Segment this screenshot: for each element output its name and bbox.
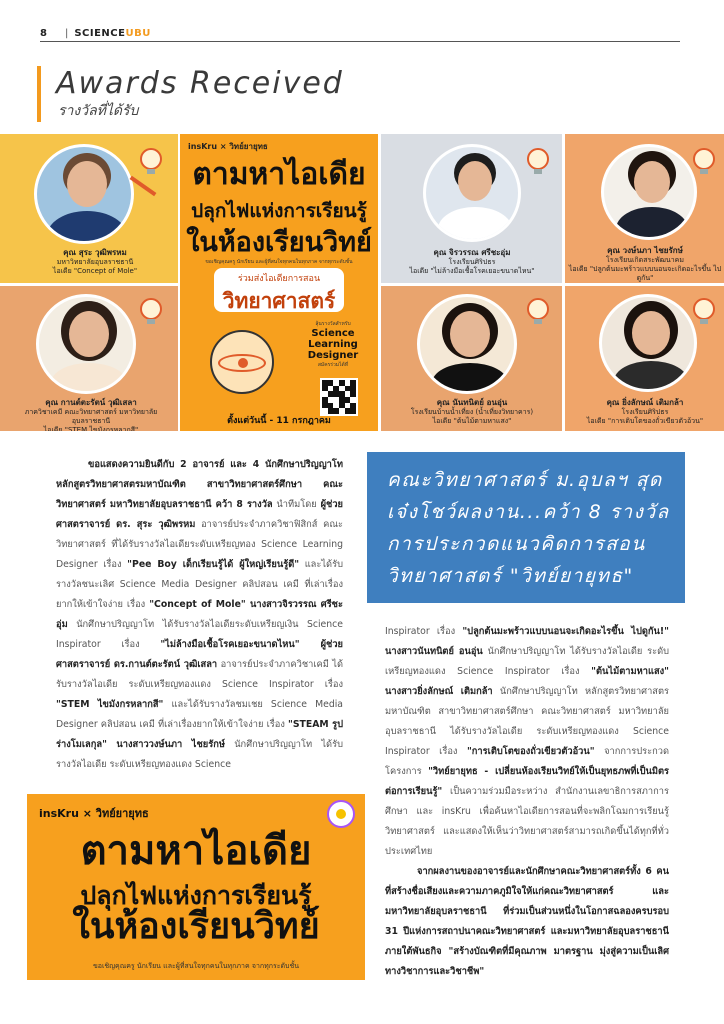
text-run: ผู้ช่วยศาสตราจารย์ ดร. สุระ วุฒิพรหม (56, 499, 343, 530)
person-affiliation: โรงเรียนเกิดสระพัฒนาคม (606, 256, 684, 264)
photo-tile-4 (0, 286, 178, 431)
photo-caption (385, 398, 559, 426)
campaign-banner (27, 794, 365, 980)
magazine-prefix: SCIENCE (74, 28, 126, 39)
photo-tile-5 (381, 286, 562, 431)
person-affiliation: มหาวิทยาลัยอุบลราชธานี (56, 258, 134, 266)
banner-brand: insKru × วิทย์ยายุทธ (39, 807, 149, 820)
page-header (40, 26, 680, 42)
person-idea: ไอเดีย "ปลูกต้นมะพร้าวแบบนอนจะเกิดอะไรขึ้น ไปดูกัน" (568, 265, 722, 282)
person-name: คุณ วงษ์นภา ไชยรักษ์ (607, 246, 683, 255)
person-idea: ไอเดีย "ไม่ล้างมือเชื้อโรคเยอะขนาดไหน" (409, 267, 535, 275)
person-name: คุณ ยิ่งลักษณ์ เติมกล้า (606, 398, 684, 407)
lightbulb-icon (527, 148, 549, 170)
text-run: Inspirator เรื่อง (385, 626, 463, 637)
header-separator: | (64, 28, 69, 39)
award-prefix: ลุ้นรางวัลสำหรับ (315, 321, 351, 327)
photo-caption (8, 398, 174, 431)
portrait-photo (601, 144, 697, 240)
text-run: "ปลูกต้นมะพร้าวแบบนอนจะเกิดอะไรขึ้น ไปดูกัน!" นางสาวนันทนิตย์ อนอุ่น (385, 626, 669, 657)
poster-award-label (292, 320, 374, 369)
section-subtitle: รางวัลที่ได้รับ (58, 103, 139, 119)
portrait-photo (599, 294, 697, 392)
lightbulb-icon (693, 298, 715, 320)
photo-tile-1 (0, 134, 178, 283)
person-idea: ไอเดีย "Concept of Mole" (52, 267, 138, 275)
lightbulb-icon (140, 148, 162, 170)
text-run: ขอแสดงความยินดีกับ 2 อาจารย์ และ 4 นักศึกษาปริญญาโท หลักสูตรวิทยาศาสตรมหาบัณฑิต สาขาวิทยาศาสตร์ศึกษา คณะวิทยาศาสตร์ มหาวิทยาลัยอุบลราชธานี คว้า 8 รางวัล (56, 459, 343, 510)
text-run: "STEAM รูปร่างโมเลกุล" นางสาววงษ์นภา ไชยรักษ์ (56, 719, 343, 750)
pill-label: ร่วมส่งไอเดียการสอน (237, 274, 321, 284)
person-name: คุณ จิรวรรณ ศรีชะอุ่ม (433, 248, 511, 257)
photo-caption (20, 248, 170, 276)
text-run: "วิทย์ยายุทธ - เปลี่ยนห้องเรียนวิทย์ให้เป็นยุทธภพที่เป็นมิตรต่อการเรียนรู้" (385, 766, 669, 797)
photo-tile-2 (381, 134, 562, 283)
text-run: เป็นความร่วมมือระหว่าง สำนักงานเลขาธิการสภาการศึกษา และ insKru เพื่อค้นหาไอเดียการสอนที่จะพลิกโฉมการเรียนรู้วิทยาศาสตร์ และแสดงให้เห็นว่าวิทยาศาสตร์สามารถเกิดขึ้นได้ทุกที่ทั่วประเทศไทย (385, 786, 669, 857)
text-run: และได้รับรางวัลชนะเลิศ Science Media Designer คลิปสอน เคมี ที่เล่าเรื่องยากให้เข้าใจง่าย เรื่อง (56, 559, 343, 610)
article-column-1 (56, 455, 343, 775)
text-run: นักศึกษาปริญญาโท หลักสูตรวิทยาศาสตรมหาบัณฑิต สาขาวิทยาศาสตร์ศึกษา คณะวิทยาศาสตร์ มหาวิทยาลัยอุบลราชธานี ได้รับรางวัลไอเดีย ระดับเหรียญทองแดง Science Inspirator เรื่อง (385, 686, 669, 757)
person-name: คุณ สุระ วุฒิพรหม (63, 248, 127, 257)
portrait-photo (36, 294, 136, 394)
campaign-poster (180, 134, 378, 431)
person-idea: ไอเดีย "STEM ไขมังกรหลากสี" (43, 426, 139, 431)
qr-label: สมัครร่วมได้ที่ (317, 362, 349, 368)
photo-tile-6 (565, 286, 724, 431)
page-number: 8 (40, 28, 47, 39)
magazine-name (74, 28, 151, 39)
text-run: "Concept of Mole" นางสาวจิรวรรณ ศรีชะอุ่ม (56, 599, 343, 630)
text-run: "STEM ไขมังกรหลากสี" (56, 699, 164, 710)
text-run: จากการประกวดโครงการ (385, 746, 670, 777)
person-idea: ไอเดีย "ต้นไม้ตามหาแสง" (432, 417, 512, 425)
poster-pill (214, 268, 344, 312)
banner-headline-2: ปลุกไฟแห่งการเรียนรู้ (80, 881, 312, 910)
text-run: และได้รับรางวัลชมเชย Science Media Designer คลิปสอน เคมี ที่เล่าเรื่องยากให้เข้าใจง่าย เรื่อง (56, 699, 343, 730)
poster-headline-3: ในห้องเรียนวิทย์ (186, 227, 372, 258)
person-affiliation: โรงเรียนศิริปธร (448, 258, 496, 266)
article-paragraph (385, 862, 669, 982)
article-column-2 (385, 622, 669, 982)
callout-text: คณะวิทยาศาสตร์ ม.อุบลฯ สุดเจ๋งโชว์ผลงาน...คว้า 8 รางวัลการประกวดแนวคิดการสอนวิทยาศาสตร์ "วิทย์ยายุทธ" (387, 469, 670, 587)
person-affiliation: ภาควิชาเคมี คณะวิทยาศาสตร์ มหาวิทยาลัยอุบลราชธานี (24, 408, 158, 425)
banner-headline: ตามหาไอเดีย (80, 828, 312, 874)
award-name: Science Learning Designer (307, 328, 359, 361)
magazine-suffix: UBU (125, 28, 151, 39)
qr-code-icon (320, 378, 358, 416)
text-run: อาจารย์ประจำภาควิชาฟิสิกส์ คณะวิทยาศาสตร์ ที่ได้รับรางวัลไอเดียระดับเหรียญทอง Science Learning Designer เรื่อง (56, 519, 343, 570)
photo-caption (567, 246, 723, 283)
lightbulb-icon (527, 298, 549, 320)
text-run: "Pee Boy เด็กเรียนรู้ได้ ผู้ใหญ่เรียนรู้ดี" (127, 559, 300, 570)
poster-headline-2: ปลุกไฟแห่งการเรียนรู้ (191, 200, 367, 222)
person-affiliation: โรงเรียนศิริปธร (621, 408, 669, 416)
text-run: นักศึกษาปริญญาโท ได้รับรางวัลไอเดียระดับเหรียญเงิน Science Inspirator เรื่อง (56, 619, 343, 650)
portrait-photo (417, 294, 517, 394)
banner-invite: ขอเชิญคุณครู นักเรียน และผู้ที่สนใจทุกคนในทุกภาค จากทุกระดับชั้น (92, 962, 300, 970)
person-name: คุณ กานต์ตะรัตน์ วุฒิเสลา (45, 398, 137, 407)
photo-tile-3 (565, 134, 724, 283)
poster-brand: insKru × วิทย์ยายุทธ (188, 142, 268, 151)
title-accent-bar (37, 66, 41, 122)
article-paragraph (385, 622, 669, 862)
poster-date: ตั้งแต่วันนี้ - 11 กรกฎาคม (227, 416, 331, 426)
university-logo-icon (327, 800, 355, 828)
banner-headline-3: ในห้องเรียนวิทย์ (72, 906, 320, 947)
article-paragraph (56, 455, 343, 775)
atom-icon (210, 330, 274, 394)
text-run: จากผลงานของอาจารย์และนักศึกษาคณะวิทยาศาสตร์ทั้ง 6 คน ที่สร้างชื่อเสียงและความภาคภูมิใจให้แก่คณะวิทยาศาสตร์ และมหาวิทยาลัยอุบลราชธานี ที่ร่วมเป็นส่วนหนึ่งในโอกาสฉลองครบรอบ 31 ปีแห่งการสถาปนาคณะวิทยาศาสตร์ และมหาวิทยาลัยอุบลราชธานี ภายใต้พันธกิจ "สร้างบัณฑิตที่มีคุณภาพ มาตรฐาน มุ่งสู่ความเป็นเลิศทางวิชาการและวิชาชีพ" (385, 866, 669, 977)
text-run: "ต้นไม้ตามหาแสง" นางสาวยิ่งลักษณ์ เติมกล้า (385, 666, 669, 697)
pill-subject: วิทยาศาสตร์ (222, 289, 336, 313)
text-run: นักศึกษาปริญญาโท ได้รับรางวัลไอเดีย ระดับเหรียญทองแดง Science Inspirator เรื่อง (385, 646, 670, 677)
photo-caption (385, 248, 559, 276)
photo-caption (567, 398, 723, 426)
section-title: Awards Received (56, 66, 344, 101)
text-run: นักศึกษาปริญญาโท ได้รับรางวัลไอเดีย ระดับเหรียญทองแดง Science (56, 739, 343, 770)
person-affiliation: โรงเรียนบ้านน้ำเที่ยง (น้ำเที่ยงวิทยาคาร) (410, 408, 534, 416)
text-run: "การเติบโตของถั่วเขียวตัวอ้วน" (466, 746, 595, 757)
lightbulb-icon (140, 298, 162, 320)
text-run: นำทีมโดย (272, 499, 321, 510)
portrait-photo (423, 144, 521, 242)
poster-invite: ขอเชิญคุณครู นักเรียน และผู้ที่สนใจทุกคนในทุกภาค จากทุกระดับชั้น (205, 259, 353, 265)
lightbulb-icon (693, 148, 715, 170)
person-idea: ไอเดีย "การเติบโตของถั่วเขียวตัวอ้วน" (586, 417, 704, 425)
headline-callout (367, 452, 685, 603)
portrait-photo (34, 144, 134, 244)
person-name: คุณ นันทนิตย์ อนอุ่น (436, 398, 508, 407)
text-run: "ไม่ล้างมือเชื้อโรคเยอะขนาดไหน" ผู้ช่วยศาสตราจารย์ ดร.กานต์ตะรัตน์ วุฒิเสลา (56, 639, 343, 670)
poster-headline: ตามหาไอเดีย (192, 157, 366, 192)
text-run: อาจารย์ประจำภาควิชาเคมี ได้รับรางวัลไอเดีย ระดับเหรียญทองแดง Science Inspirator เรื่อง (56, 659, 343, 690)
